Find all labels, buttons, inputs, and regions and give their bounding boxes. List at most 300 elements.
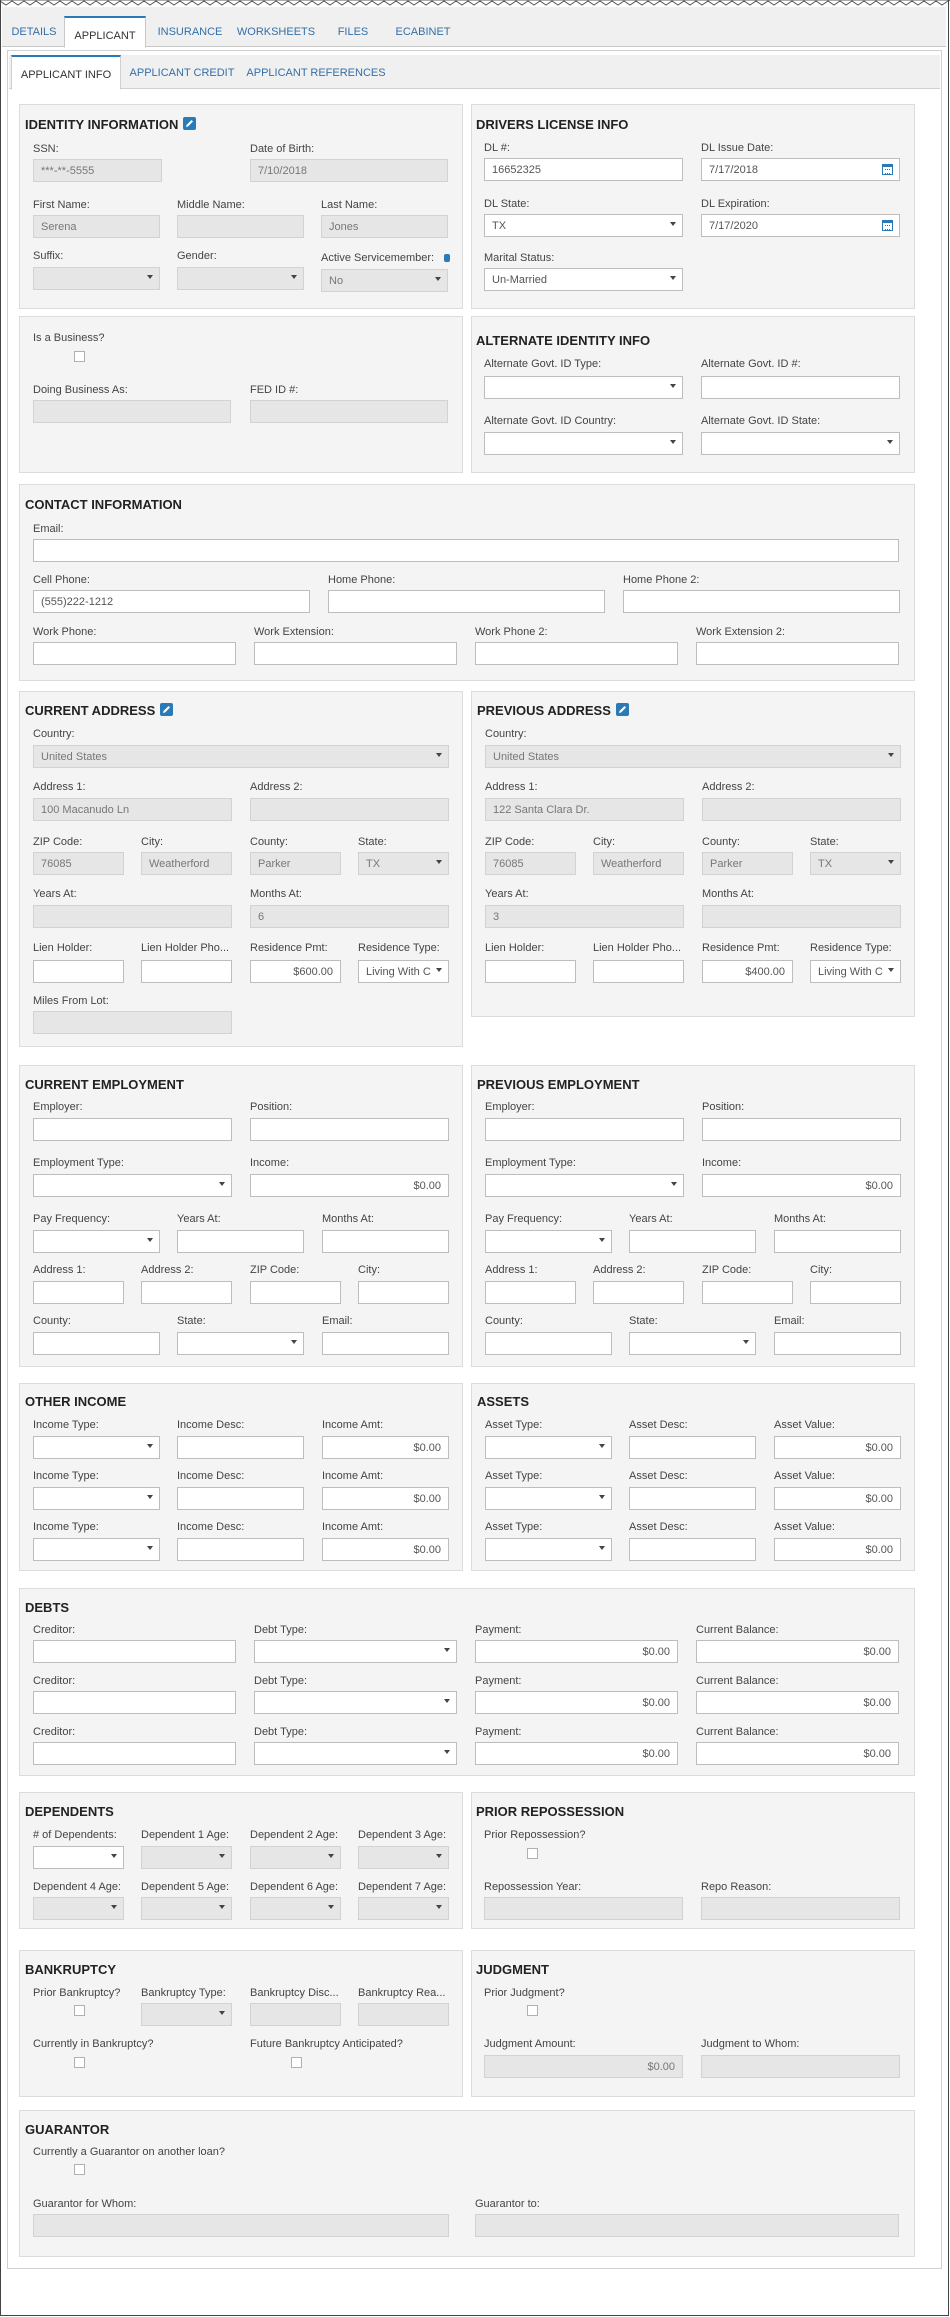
ssn-field-value: ***-**-5555 <box>41 165 95 177</box>
current-employment-employer-label: Employer: <box>33 1101 83 1113</box>
alt-id-field[interactable] <box>701 376 900 399</box>
previous-address-title <box>477 703 629 718</box>
assets-type-label: Asset Type: <box>485 1521 543 1533</box>
current-address-respmt-label: Residence Pmt: <box>250 942 328 954</box>
chevron-down-icon <box>670 276 676 280</box>
alt-id-country-select[interactable] <box>484 432 683 455</box>
current-address-address2-field <box>250 798 449 821</box>
assets-amount-field[interactable] <box>774 1538 901 1561</box>
bankruptcy-reason-field <box>358 2003 449 2026</box>
edit-icon[interactable] <box>160 703 173 716</box>
current-employment-income-field[interactable] <box>250 1174 449 1197</box>
debt-type-select[interactable] <box>254 1691 457 1714</box>
dl-state-select[interactable] <box>484 214 683 237</box>
previous-address-years-label: Years At: <box>485 888 529 900</box>
other-income-desc-field[interactable] <box>177 1436 304 1459</box>
current-employment-state-select[interactable] <box>177 1332 304 1355</box>
alt-id-label: Alternate Govt. ID #: <box>701 358 801 370</box>
work-phone-2-label: Work Phone 2: <box>475 626 548 638</box>
previous-employment-years-label: Years At: <box>629 1213 673 1225</box>
previous-employment-email-field[interactable] <box>774 1332 901 1355</box>
current-employment-years-label: Years At: <box>177 1213 221 1225</box>
chevron-down-icon <box>436 753 442 757</box>
work-ext-field[interactable] <box>254 642 457 665</box>
previous-address-city-field <box>593 852 684 875</box>
current-address-country-select-value: United States <box>41 751 108 763</box>
chevron-down-icon <box>670 222 676 226</box>
current-address-months-label: Months At: <box>250 888 302 900</box>
repo-reason-field <box>701 1897 900 1920</box>
other-income-type-select[interactable] <box>33 1538 160 1561</box>
assets-title-text: ASSETS <box>477 1394 530 1409</box>
chevron-down-icon <box>670 384 676 388</box>
home-phone-field[interactable] <box>328 590 605 613</box>
previous-employment-city-label: City: <box>810 1264 832 1276</box>
work-phone-field[interactable] <box>33 642 236 665</box>
alt-id-country-label: Alternate Govt. ID Country: <box>484 415 617 427</box>
chevron-down-icon <box>888 968 894 972</box>
chevron-down-icon <box>436 1854 442 1858</box>
previous-address-zip-field <box>485 852 576 875</box>
current-employment-payfreq-label: Pay Frequency: <box>33 1213 111 1225</box>
other-income-type-label: Income Type: <box>33 1470 99 1482</box>
tab-files[interactable]: FILES <box>337 26 369 38</box>
creditor-field[interactable] <box>33 1691 236 1714</box>
current-bankruptcy-label: Currently in Bankruptcy? <box>33 2038 154 2050</box>
gender-select <box>177 267 304 290</box>
previous-employment-payfreq-select[interactable] <box>485 1230 612 1253</box>
payment-field[interactable] <box>475 1640 678 1663</box>
current-address-city-label: City: <box>141 836 163 848</box>
current-address-address1-label: Address 1: <box>33 781 86 793</box>
middle-name-label: Middle Name: <box>177 199 245 211</box>
dependent-4-label: Dependent 4 Age: <box>33 1881 122 1893</box>
other-income-amount-label: Income Amt: <box>322 1419 384 1431</box>
other-income-type-select[interactable] <box>33 1436 160 1459</box>
assets-desc-label: Asset Desc: <box>629 1419 688 1431</box>
tab-applicant-info[interactable]: APPLICANT INFO <box>11 55 121 90</box>
current-address-lien-phone-field[interactable] <box>141 960 232 983</box>
prior-judgment-label: Prior Judgment? <box>484 1987 565 1999</box>
bankruptcy-disc-label: Bankruptcy Disc... <box>250 1987 339 1999</box>
guarantor-to-label: Guarantor to: <box>475 2198 540 2210</box>
debt-type-label: Debt Type: <box>254 1726 307 1738</box>
assets-type-select[interactable] <box>485 1436 612 1459</box>
current-address-county-field <box>250 852 341 875</box>
dl-field-value: 16652325 <box>492 164 541 176</box>
dl-exp-label: DL Expiration: <box>701 198 770 210</box>
chevron-down-icon <box>436 968 442 972</box>
dependent-3-select <box>358 1846 449 1869</box>
ssn-field <box>33 159 162 182</box>
assets-desc-field[interactable] <box>629 1538 756 1561</box>
chevron-down-icon <box>219 1182 225 1186</box>
previous-address-restype-select[interactable] <box>810 960 901 983</box>
current-address-months-field-value: 6 <box>258 911 265 923</box>
current-employment-position-label: Position: <box>250 1101 293 1113</box>
judgment-whom-label: Judgment to Whom: <box>701 2038 800 2050</box>
current-bankruptcy-checkbox[interactable] <box>74 2057 85 2068</box>
previous-employment-county-field[interactable] <box>485 1332 612 1355</box>
current-address-zip-label: ZIP Code: <box>33 836 83 848</box>
fed-id-field <box>250 400 448 423</box>
prior-repo-label: Prior Repossession? <box>484 1829 586 1841</box>
dl-state-select-value: TX <box>492 220 507 232</box>
chevron-down-icon <box>599 1238 605 1242</box>
current-guarantor-checkbox[interactable] <box>74 2164 85 2175</box>
assets-amount-label: Asset Value: <box>774 1419 835 1431</box>
current-employment-city-field[interactable] <box>358 1281 449 1304</box>
current-employment-zip-field[interactable] <box>250 1281 341 1304</box>
info-icon[interactable] <box>444 254 450 262</box>
is-business-label: Is a Business? <box>33 332 105 344</box>
assets-amount-field[interactable] <box>774 1436 901 1459</box>
dependent-5-label: Dependent 5 Age: <box>141 1881 230 1893</box>
assets-desc-field[interactable] <box>629 1487 756 1510</box>
chevron-down-icon <box>444 1699 450 1703</box>
other-income-desc-field[interactable] <box>177 1487 304 1510</box>
previous-employment-address2-label: Address 2: <box>593 1264 646 1276</box>
contact-title <box>25 497 182 512</box>
top-tabs <box>2 7 946 47</box>
current-address-respmt-field[interactable] <box>250 960 341 983</box>
bankruptcy-title <box>25 1962 116 1977</box>
is-business-checkbox[interactable] <box>74 351 85 362</box>
other-income-title <box>25 1394 126 1409</box>
other-income-desc-label: Income Desc: <box>177 1470 245 1482</box>
previous-employment-years-field[interactable] <box>629 1230 756 1253</box>
previous-employment-employer-field[interactable] <box>485 1118 684 1141</box>
other-income-type-label: Income Type: <box>33 1521 99 1533</box>
previous-employment-title-text: PREVIOUS EMPLOYMENT <box>477 1077 640 1092</box>
chevron-down-icon <box>743 1340 749 1344</box>
dl-field[interactable] <box>484 158 683 181</box>
current-address-restype-select[interactable] <box>358 960 449 983</box>
chevron-down-icon <box>888 753 894 757</box>
suffix-label: Suffix: <box>33 250 64 262</box>
tab-applicant-credit[interactable]: APPLICANT CREDIT <box>129 67 235 79</box>
creditor-label: Creditor: <box>33 1726 76 1738</box>
future-bankruptcy-label: Future Bankruptcy Anticipated? <box>250 2038 403 2050</box>
chevron-down-icon <box>444 1750 450 1754</box>
previous-address-lien-field[interactable] <box>485 960 576 983</box>
current-address-months-field <box>250 905 449 928</box>
dependent-6-select <box>250 1897 341 1920</box>
tab-ecabinet[interactable]: ECABINET <box>395 26 451 38</box>
identity-title <box>25 117 196 132</box>
previous-address-respmt-field-value: $400.00 <box>745 966 785 978</box>
current-employment-county-field[interactable] <box>33 1332 160 1355</box>
home-phone-label: Home Phone: <box>328 574 396 586</box>
debt-type-select[interactable] <box>254 1640 457 1663</box>
previous-address-country-select-value: United States <box>493 751 560 763</box>
first-name-field <box>33 215 160 238</box>
other-income-amount-field[interactable] <box>322 1487 449 1510</box>
dependent-4-select <box>33 1897 124 1920</box>
current-employment-position-field[interactable] <box>250 1118 449 1141</box>
current-employment-years-field[interactable] <box>177 1230 304 1253</box>
dl-issue-date[interactable] <box>701 158 900 181</box>
balance-field-value: $0.00 <box>863 1697 891 1709</box>
current-address-state-label: State: <box>358 836 387 848</box>
balance-field-value: $0.00 <box>863 1748 891 1760</box>
work-phone-2-field[interactable] <box>475 642 678 665</box>
previous-address-country-select <box>485 745 901 768</box>
payment-field[interactable] <box>475 1691 678 1714</box>
assets-amount-field-value: $0.00 <box>865 1493 893 1505</box>
alt-id-state-select[interactable] <box>701 432 900 455</box>
marital-select[interactable] <box>484 268 683 291</box>
current-address-lien-field[interactable] <box>33 960 124 983</box>
other-income-desc-field[interactable] <box>177 1538 304 1561</box>
previous-employment-position-field[interactable] <box>702 1118 901 1141</box>
previous-employment-type-select[interactable] <box>485 1174 684 1197</box>
sub-tabs <box>9 55 940 89</box>
current-address-county-label: County: <box>250 836 288 848</box>
previous-address-months-field <box>702 905 901 928</box>
work-ext-label: Work Extension: <box>254 626 334 638</box>
current-employment-email-field[interactable] <box>322 1332 449 1355</box>
current-address-country-label: Country: <box>33 728 75 740</box>
home-phone-2-label: Home Phone 2: <box>623 574 700 586</box>
future-bankruptcy-checkbox[interactable] <box>291 2057 302 2068</box>
current-address-respmt-field-value: $600.00 <box>293 966 333 978</box>
previous-employment-months-field[interactable] <box>774 1230 901 1253</box>
suffix-select <box>33 267 160 290</box>
previous-employment-state-select[interactable] <box>629 1332 756 1355</box>
other-income-amount-label: Income Amt: <box>322 1521 384 1533</box>
previous-employment-address1-field[interactable] <box>485 1281 576 1304</box>
fed-id-label: FED ID #: <box>250 384 299 396</box>
previous-address-respmt-field[interactable] <box>702 960 793 983</box>
bankruptcy-disc-field <box>250 2003 341 2026</box>
prior-bankruptcy-checkbox[interactable] <box>74 2005 85 2016</box>
chevron-down-icon <box>147 1546 153 1550</box>
previous-address-country-label: Country: <box>485 728 527 740</box>
previous-employment-email-label: Email: <box>774 1315 805 1327</box>
previous-employment-income-field[interactable] <box>702 1174 901 1197</box>
tab-details[interactable]: DETAILS <box>11 26 57 38</box>
balance-field[interactable] <box>696 1640 899 1663</box>
previous-address-zip-label: ZIP Code: <box>485 836 535 848</box>
current-employment-payfreq-select[interactable] <box>33 1230 160 1253</box>
identity-title-text: IDENTITY INFORMATION <box>25 117 179 132</box>
current-employment-address1-field[interactable] <box>33 1281 124 1304</box>
tab-insurance[interactable]: INSURANCE <box>157 26 223 38</box>
previous-address-state-select-value: TX <box>818 858 833 870</box>
previous-employment-payfreq-label: Pay Frequency: <box>485 1213 563 1225</box>
previous-employment-address2-field[interactable] <box>593 1281 684 1304</box>
current-employment-zip-label: ZIP Code: <box>250 1264 300 1276</box>
chevron-down-icon <box>147 275 153 279</box>
current-employment-address2-field[interactable] <box>141 1281 232 1304</box>
previous-address-state-select <box>810 852 901 875</box>
dependent-2-select <box>250 1846 341 1869</box>
previous-address-restype-label: Residence Type: <box>810 942 892 954</box>
other-income-title-text: OTHER INCOME <box>25 1394 127 1409</box>
assets-type-select[interactable] <box>485 1487 612 1510</box>
other-income-type-select[interactable] <box>33 1487 160 1510</box>
edit-icon[interactable] <box>183 117 196 130</box>
assets-amount-field[interactable] <box>774 1487 901 1510</box>
previous-address-address1-field-value: 122 Santa Clara Dr. <box>493 804 590 816</box>
current-address-miles-label: Miles From Lot: <box>33 995 109 1007</box>
first-name-field-value: Serena <box>41 221 77 233</box>
cell-phone-field-value: (555)222-1212 <box>41 596 114 608</box>
dl-expiration-date[interactable] <box>701 214 900 237</box>
prior-judgment-checkbox[interactable] <box>527 2005 538 2016</box>
last-name-label: Last Name: <box>321 199 378 211</box>
payment-field[interactable] <box>475 1742 678 1765</box>
license-title <box>476 117 628 132</box>
other-income-amount-field[interactable] <box>322 1538 449 1561</box>
previous-employment-title <box>477 1077 640 1092</box>
tab-applicant[interactable]: APPLICANT <box>64 16 146 48</box>
dependents-title-text: DEPENDENTS <box>25 1804 114 1819</box>
current-employment-employer-field[interactable] <box>33 1118 232 1141</box>
repo-reason-label: Repo Reason: <box>701 1881 772 1893</box>
chevron-down-icon <box>436 860 442 864</box>
chevron-down-icon <box>435 277 441 281</box>
other-income-amount-field-value: $0.00 <box>413 1442 441 1454</box>
current-address-title <box>25 703 173 718</box>
current-employment-type-select[interactable] <box>33 1174 232 1197</box>
dependent-6-label: Dependent 6 Age: <box>250 1881 339 1893</box>
chevron-down-icon <box>328 1854 334 1858</box>
previous-address-title-text: PREVIOUS ADDRESS <box>477 703 611 718</box>
home-phone-2-field[interactable] <box>623 590 900 613</box>
work-ext-2-field[interactable] <box>696 642 899 665</box>
dl-expiration-date-value: 7/17/2020 <box>709 220 758 232</box>
other-income-amount-field[interactable] <box>322 1436 449 1459</box>
current-address-restype-label: Residence Type: <box>358 942 440 954</box>
chevron-down-icon <box>436 1905 442 1909</box>
current-employment-income-label: Income: <box>250 1157 290 1169</box>
alt-id-type-select[interactable] <box>484 376 683 399</box>
current-address-title-text: CURRENT ADDRESS <box>25 703 156 718</box>
current-employment-county-label: County: <box>33 1315 71 1327</box>
current-address-lien-label: Lien Holder: <box>33 942 93 954</box>
guarantor-for-field <box>33 2214 449 2237</box>
chevron-down-icon <box>291 1340 297 1344</box>
middle-name-field <box>177 215 304 238</box>
servicemember-label: Active Servicemember: <box>321 252 435 264</box>
debt-type-select[interactable] <box>254 1742 457 1765</box>
dependent-7-label: Dependent 7 Age: <box>358 1881 447 1893</box>
edit-icon[interactable] <box>616 703 629 716</box>
dependents-count-label: # of Dependents: <box>33 1829 117 1841</box>
previous-employment-employer-label: Employer: <box>485 1101 535 1113</box>
current-address-restype-select-value: Living With C <box>366 966 431 978</box>
chevron-down-icon <box>219 2011 225 2015</box>
email-label: Email: <box>33 523 64 535</box>
marital-label: Marital Status: <box>484 252 555 264</box>
previous-address-address2-label: Address 2: <box>702 781 755 793</box>
chevron-down-icon <box>147 1238 153 1242</box>
servicemember-select-value: No <box>329 275 344 287</box>
previous-employment-zip-field[interactable] <box>702 1281 793 1304</box>
last-name-field <box>321 215 448 238</box>
current-employment-months-field[interactable] <box>322 1230 449 1253</box>
previous-employment-position-label: Position: <box>702 1101 745 1113</box>
prior-repo-checkbox[interactable] <box>527 1848 538 1859</box>
last-name-field-value: Jones <box>329 221 359 233</box>
guarantor-for-label: Guarantor for Whom: <box>33 2198 137 2210</box>
previous-employment-city-field[interactable] <box>810 1281 901 1304</box>
creditor-field[interactable] <box>33 1640 236 1663</box>
current-address-years-label: Years At: <box>33 888 77 900</box>
assets-type-select[interactable] <box>485 1538 612 1561</box>
dl-state-label: DL State: <box>484 198 530 210</box>
current-address-state-select-value: TX <box>366 858 381 870</box>
other-income-amount-field-value: $0.00 <box>413 1544 441 1556</box>
debts-title <box>25 1600 69 1615</box>
previous-address-county-field-value: Parker <box>710 858 743 870</box>
dl-issue-date-value: 7/17/2018 <box>709 164 758 176</box>
judgment-title-text: JUDGMENT <box>476 1962 549 1977</box>
dob-field <box>250 159 448 182</box>
cell-phone-field[interactable] <box>33 590 310 613</box>
calendar-icon[interactable] <box>882 164 893 175</box>
current-employment-income-field-value: $0.00 <box>413 1180 441 1192</box>
previous-employment-months-label: Months At: <box>774 1213 826 1225</box>
dependent-2-label: Dependent 2 Age: <box>250 1829 339 1841</box>
work-ext-2-label: Work Extension 2: <box>696 626 786 638</box>
prior-bankruptcy-label: Prior Bankruptcy? <box>33 1987 121 1999</box>
dba-field <box>33 400 231 423</box>
alt-id-type-label: Alternate Govt. ID Type: <box>484 358 602 370</box>
tab-worksheets[interactable]: WORKSHEETS <box>236 26 316 38</box>
judgment-amount-field-value: $0.00 <box>647 2061 675 2073</box>
email-field[interactable] <box>33 539 899 562</box>
guarantor-title-text: GUARANTOR <box>25 2122 110 2137</box>
chevron-down-icon <box>599 1546 605 1550</box>
previous-employment-income-label: Income: <box>702 1157 742 1169</box>
balance-field[interactable] <box>696 1742 899 1765</box>
dl-label: DL #: <box>484 142 510 154</box>
balance-field[interactable] <box>696 1691 899 1714</box>
assets-desc-field[interactable] <box>629 1436 756 1459</box>
assets-amount-label: Asset Value: <box>774 1521 835 1533</box>
previous-address-restype-select-value: Living With C <box>818 966 883 978</box>
current-employment-address2-label: Address 2: <box>141 1264 194 1276</box>
current-address-years-field <box>33 905 232 928</box>
other-income-desc-label: Income Desc: <box>177 1521 245 1533</box>
chevron-down-icon <box>671 1182 677 1186</box>
dependent-1-label: Dependent 1 Age: <box>141 1829 230 1841</box>
dob-label: Date of Birth: <box>250 143 315 155</box>
other-income-amount-label: Income Amt: <box>322 1470 384 1482</box>
ssn-label: SSN: <box>33 143 59 155</box>
dependents-count-select[interactable] <box>33 1846 124 1869</box>
assets-title <box>477 1394 529 1409</box>
bankruptcy-type-select <box>141 2003 232 2026</box>
other-income-desc-label: Income Desc: <box>177 1419 245 1431</box>
calendar-icon[interactable] <box>882 220 893 231</box>
alt-identity-title-text: ALTERNATE IDENTITY INFO <box>476 333 651 348</box>
gender-label: Gender: <box>177 250 217 262</box>
chevron-down-icon <box>111 1854 117 1858</box>
previous-address-lien-phone-field[interactable] <box>593 960 684 983</box>
judgment-amount-field <box>484 2055 683 2078</box>
creditor-field[interactable] <box>33 1742 236 1765</box>
current-address-state-select <box>358 852 449 875</box>
chevron-down-icon <box>599 1495 605 1499</box>
creditor-label: Creditor: <box>33 1624 76 1636</box>
tab-applicant-references[interactable]: APPLICANT REFERENCES <box>246 67 386 79</box>
assets-type-label: Asset Type: <box>485 1419 543 1431</box>
current-address-city-field <box>141 852 232 875</box>
